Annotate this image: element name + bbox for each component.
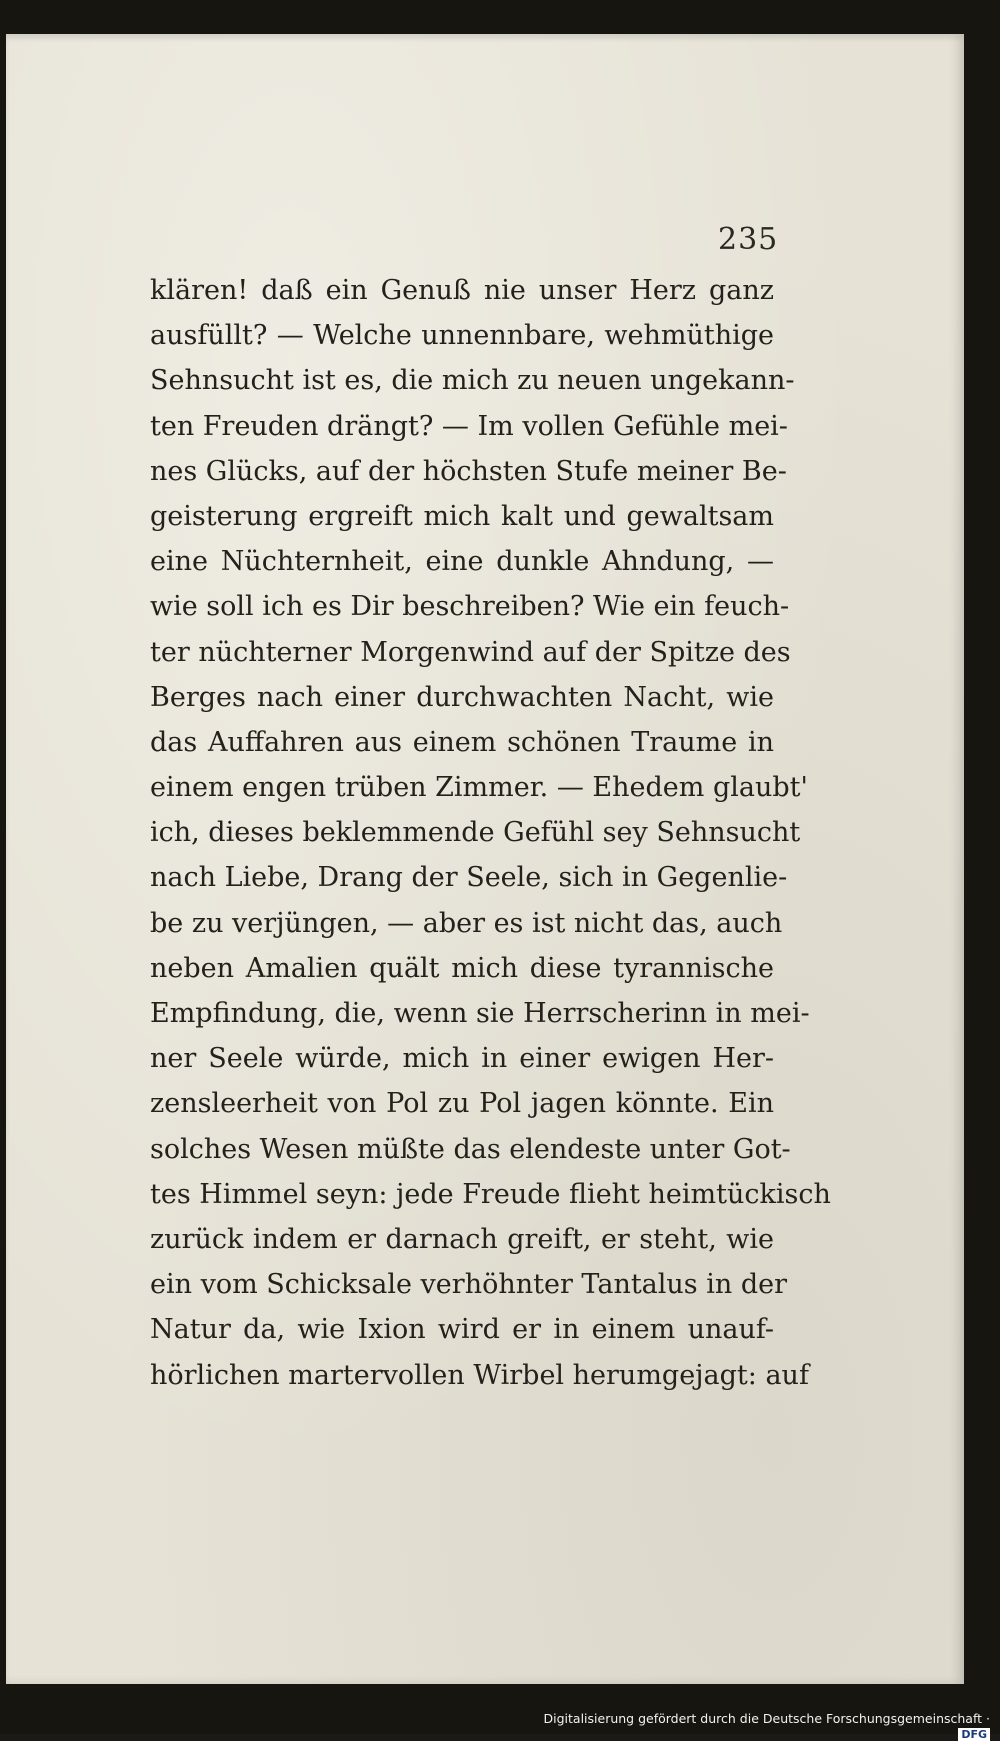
text-line: solches Wesen müßte das elendeste unter Got-: [150, 1133, 791, 1165]
text-line: ter nüchterner Morgenwind auf der Spitze des: [150, 636, 791, 668]
digitization-credit: [520, 1711, 990, 1741]
text-line: zensleerheit von Pol zu Pol jagen könnte. Ein: [150, 1088, 774, 1120]
body-text: [150, 268, 831, 1398]
text-line: geisterung ergreift mich kalt und gewaltsam: [150, 500, 774, 532]
text-line: einem engen trüben Zimmer. — Ehedem glaubt': [150, 772, 808, 804]
text-line: Natur da, wie Ixion wird er in einem unauf-: [150, 1314, 774, 1346]
text-line: eine Nüchternheit, eine dunkle Ahndung, —: [150, 546, 774, 578]
text-line: neben Amalien quält mich diese tyrannische: [150, 952, 774, 984]
page-number: 235: [718, 222, 779, 257]
text-line: nach Liebe, Drang der Seele, sich in Gegenlie-: [150, 862, 788, 894]
text-line: Empfindung, die, wenn sie Herrscherinn in mei-: [150, 998, 810, 1029]
text-line: hörlichen martervollen Wirbel herumgejagt: auf: [150, 1359, 809, 1391]
text-line: ich, dieses beklemmende Gefühl sey Sehnsucht: [150, 817, 801, 849]
text-line: klären! daß ein Genuß nie unser Herz ganz: [150, 275, 774, 306]
text-line: ten Freuden drängt? — Im vollen Gefühle mei-: [150, 410, 788, 442]
text-line: ner Seele würde, mich in einer ewigen Her-: [150, 1043, 774, 1075]
text-line: ausfüllt? — Welche unnennbare, wehmüthige: [150, 320, 774, 352]
text-line: das Auffahren aus einem schönen Traume in: [150, 726, 774, 758]
text-line: nes Glücks, auf der höchsten Stufe meiner Be-: [150, 455, 787, 487]
text-line: ein vom Schicksale verhöhnter Tantalus in der: [150, 1269, 788, 1301]
credit-text: Digitalisierung gefördert durch die Deutsche Forschungsgemeinschaft ·: [543, 1711, 990, 1726]
text-line: Berges nach einer durchwachten Nacht, wie: [150, 681, 774, 713]
text-line: be zu verjüngen, — aber es ist nicht das, auch: [150, 907, 783, 939]
text-line: Sehnsucht ist es, die mich zu neuen ungekann-: [150, 365, 795, 397]
text-line: wie soll ich es Dir beschreiben? Wie ein feuch-: [150, 591, 790, 623]
dfg-logo-icon: DFG: [958, 1728, 990, 1741]
text-line: zurück indem er darnach greift, er steht, wie: [150, 1223, 774, 1255]
text-line: tes Himmel seyn: jede Freude flieht heimtückisch: [150, 1178, 831, 1210]
book-page: [6, 34, 964, 1684]
